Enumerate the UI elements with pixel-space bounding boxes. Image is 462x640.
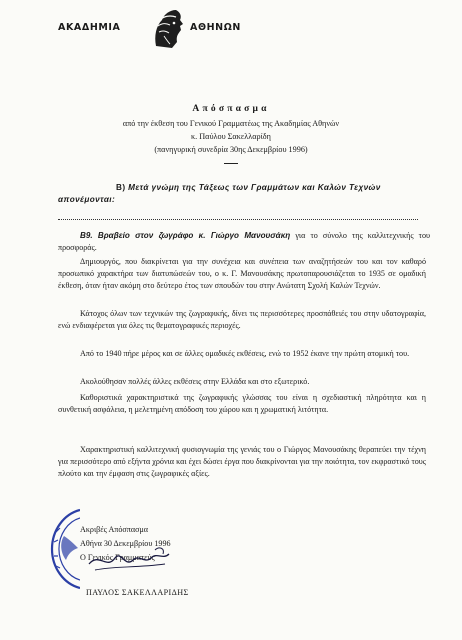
closing-date: Αθήνα 30 Δεκεμβρίου 1996 bbox=[80, 539, 171, 548]
paragraph: Καθοριστικά χαρακτηριστικά της ζωγραφικής γλώσσας του είναι η σχεδιαστική πληρότητα και η συνθετική ασφάλεια, η μελετημένη απόδοση του χώρου και η χρωματική λιτότητα. bbox=[58, 393, 426, 415]
paragraph: Δημιουργός, που διακρίνεται για την συνέχεια και συνέπεια των αναζητήσεών του και τον καθαρό προσωπικό χαρακτήρα των διατυπώσεών του, ο κ. Γ. Μανουσάκης πρωτοπαρουσιάζεται το 1935 σε ομαδική έκθεση, όταν ήταν ακόμη στο δεύτερο έτος των σπουδών του στην Ανώτατη Σχολή Καλών Τεχνών. bbox=[58, 257, 426, 291]
signatory-name: ΠΑΥΛΟΣ ΣΑΚΕΛΛΑΡΙΔΗΣ bbox=[86, 588, 189, 597]
letterhead-left: ΑΚΑΔΗΜΙΑ bbox=[58, 22, 121, 33]
handwritten-signature-icon bbox=[85, 540, 173, 578]
award-rest: για το σύνολο της καλλιτεχνικής του προσφοράς. bbox=[58, 231, 430, 253]
section-heading-text: Μετά γνώμη της Τάξεως των Γραμμάτων και Καλών Τεχνών απονέμονται: bbox=[58, 183, 381, 204]
award-paragraph bbox=[58, 230, 430, 255]
section-heading bbox=[58, 182, 430, 206]
section-prefix: Β) bbox=[116, 183, 129, 192]
letterhead-right: ΑΘΗΝΩΝ bbox=[190, 22, 241, 33]
paragraph: Χαρακτηριστική καλλιτεχνική φυσιογνωμία της γενιάς του ο Γιώργος Μανουσάκης θεραπεύει την τέχνη για περισσότερο από εξήντα χρόνια και έχει δώσει έργα που διακρίνονται για την ποιότητα, τον εκφραστικό τους πλούτο και την έμφαση στις ζωγραφικές αξίες. bbox=[58, 445, 426, 479]
paragraph: Ακολούθησαν πολλές άλλες εκθέσεις στην Ελλάδα και στο εξωτερικό. bbox=[80, 377, 310, 386]
document-title: Απόσπασμα bbox=[192, 104, 270, 114]
academy-seal-stamp-icon bbox=[20, 502, 80, 592]
closing-role: Ο Γενικός Γραμματεύς bbox=[80, 553, 155, 562]
award-lead: Β9. Βραβείο στον ζωγράφο κ. Γιώργο Μανουσάκη bbox=[80, 231, 291, 240]
dotted-rule bbox=[58, 219, 418, 221]
title-divider bbox=[224, 163, 238, 164]
subtitle-line-3: (πανηγυρική συνεδρία 30ης Δεκεμβρίου 1996) bbox=[154, 145, 308, 154]
subtitle-line-2: κ. Παύλου Σακελλαρίδη bbox=[191, 132, 271, 141]
athena-head-icon bbox=[150, 6, 186, 50]
paragraph: Κάτοχος όλων των τεχνικών της ζωγραφικής, δίνει τις περισσότερες προσπάθειές του στην υδατογραφία, ενώ ενδιαφέρεται για όλες τις θεματογραφικές περιοχές. bbox=[58, 309, 426, 331]
closing-certified: Ακριβές Απόσπασμα bbox=[80, 525, 149, 534]
subtitle-line-1: από την έκθεση του Γενικού Γραμματέως της Ακαδημίας Αθηνών bbox=[122, 119, 340, 128]
paragraph: Από το 1940 πήρε μέρος και σε άλλες ομαδικές εκθέσεις, ενώ το 1952 έκανε την πρώτη ατομική του. bbox=[80, 349, 410, 358]
